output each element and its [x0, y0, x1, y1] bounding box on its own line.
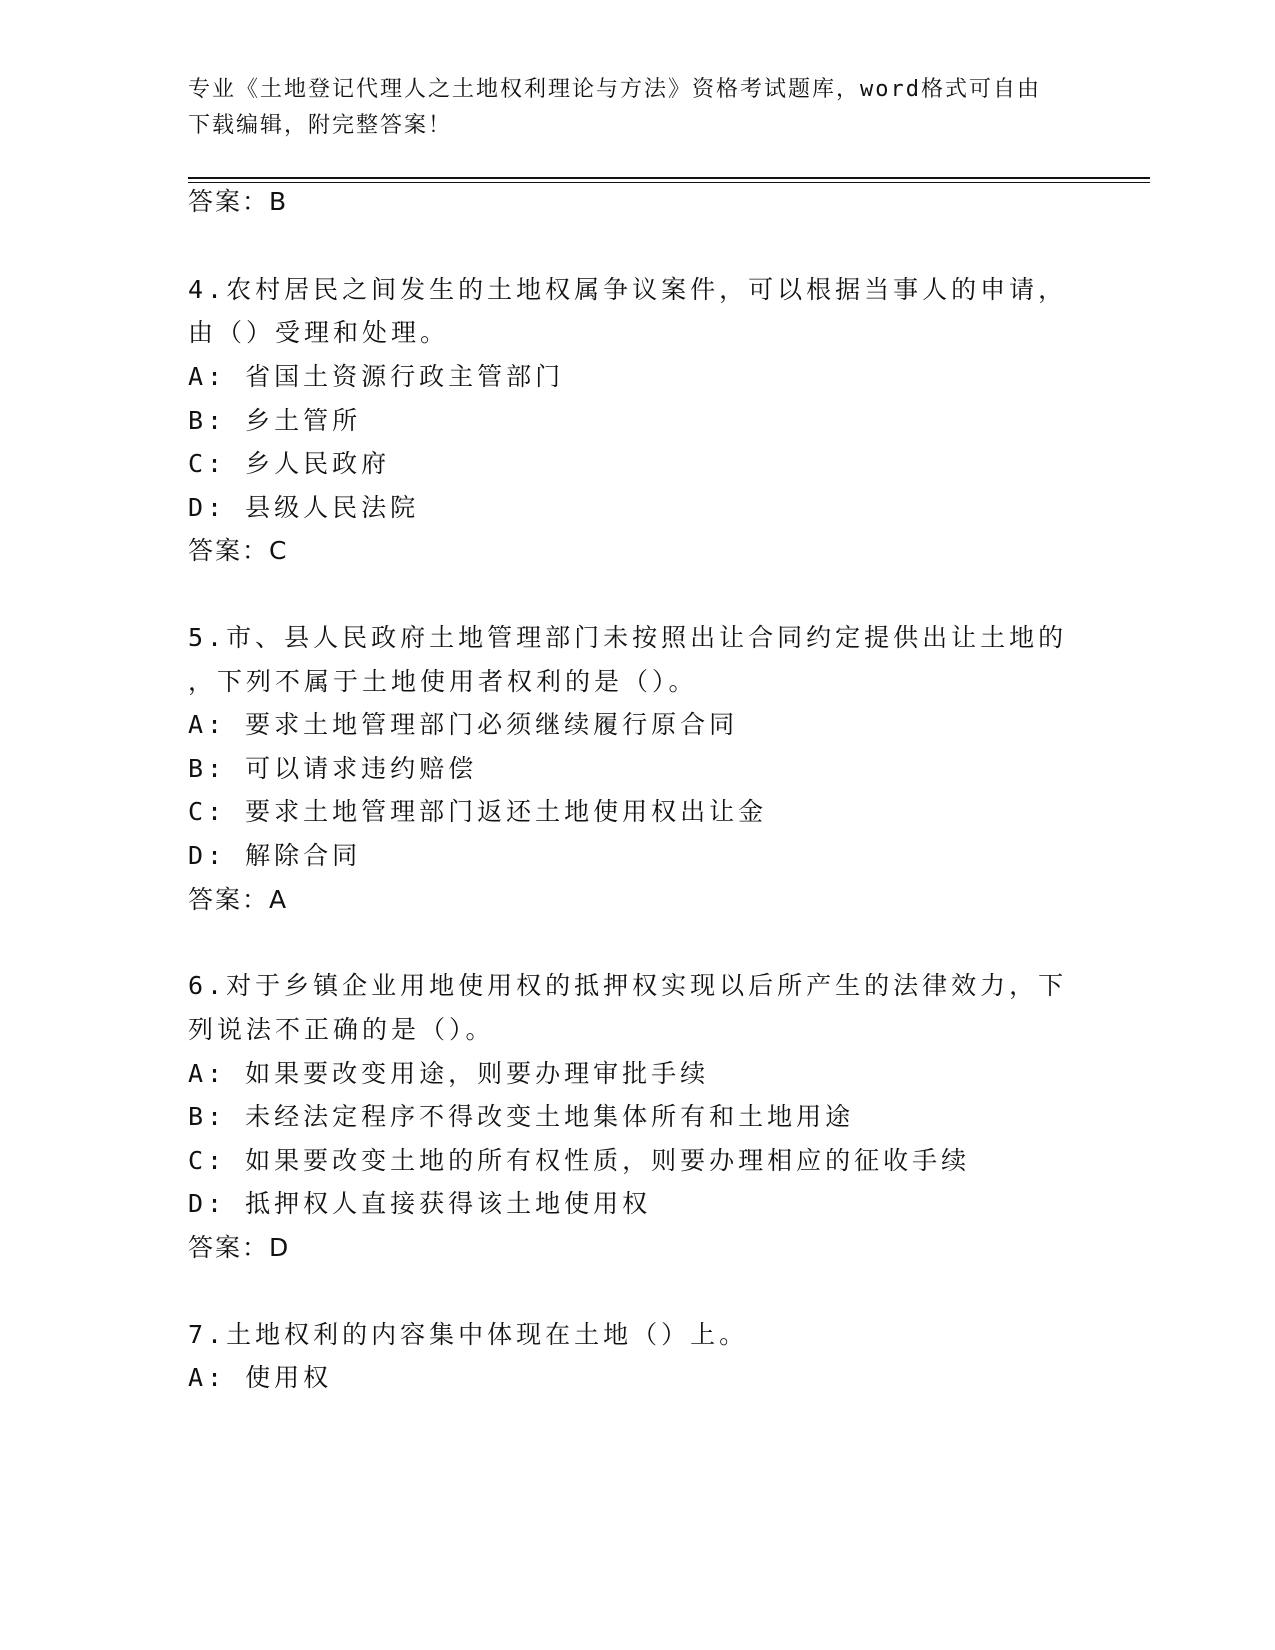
question-5-answer: 答案：A	[188, 885, 289, 914]
header-divider-thin	[188, 182, 1150, 183]
header-line-1: 专业《土地登记代理人之土地权利理论与方法》资格考试题库，word格式可自由	[188, 77, 1041, 102]
question-4-stem-line-1: 4.农村居民之间发生的土地权属争议案件，可以根据当事人的申请，	[188, 275, 1068, 304]
question-5-stem-line-1: 5.市、县人民政府土地管理部门未按照出让合同约定提供出让土地的	[188, 623, 1068, 652]
question-4-stem-line-2: 由（）受理和处理。	[188, 318, 450, 347]
question-4-answer: 答案：C	[188, 536, 289, 565]
question-5-option-b: B: 可以请求违约赔偿	[188, 754, 478, 783]
question-6-answer: 答案：D	[188, 1233, 291, 1262]
question-6-stem-line-2: 列说法不正确的是（）。	[188, 1015, 495, 1044]
question-4-option-c: C: 乡人民政府	[188, 449, 391, 478]
question-5-stem-line-2: ，下列不属于土地使用者权利的是（）。	[188, 667, 698, 696]
question-5-option-c: C: 要求土地管理部门返还土地使用权出让金	[188, 797, 768, 826]
header-line-2: 下载编辑，附完整答案！	[188, 113, 453, 138]
question-4-option-b: B: 乡土管所	[188, 406, 362, 435]
question-6-option-c: C: 如果要改变土地的所有权性质，则要办理相应的征收手续	[188, 1146, 971, 1175]
question-5-option-a: A: 要求土地管理部门必须继续履行原合同	[188, 710, 739, 739]
question-4-option-a: A: 省国土资源行政主管部门	[188, 362, 565, 391]
question-7-option-a: A: 使用权	[188, 1363, 333, 1392]
answer-label: 答案：B	[188, 187, 289, 216]
question-6-option-d: D: 抵押权人直接获得该土地使用权	[188, 1189, 652, 1218]
question-6-option-b: B: 未经法定程序不得改变土地集体所有和土地用途	[188, 1102, 855, 1131]
header-divider-thick	[188, 177, 1150, 179]
question-5-option-d: D: 解除合同	[188, 841, 362, 870]
question-6-option-a: A: 如果要改变用途，则要办理审批手续	[188, 1059, 710, 1088]
document-header	[188, 72, 1068, 144]
question-6-stem-line-1: 6.对于乡镇企业用地使用权的抵押权实现以后所产生的法律效力，下	[188, 971, 1068, 1000]
question-7-stem-line-1: 7.土地权利的内容集中体现在土地（）上。	[188, 1320, 749, 1349]
question-4-option-d: D: 县级人民法院	[188, 493, 420, 522]
